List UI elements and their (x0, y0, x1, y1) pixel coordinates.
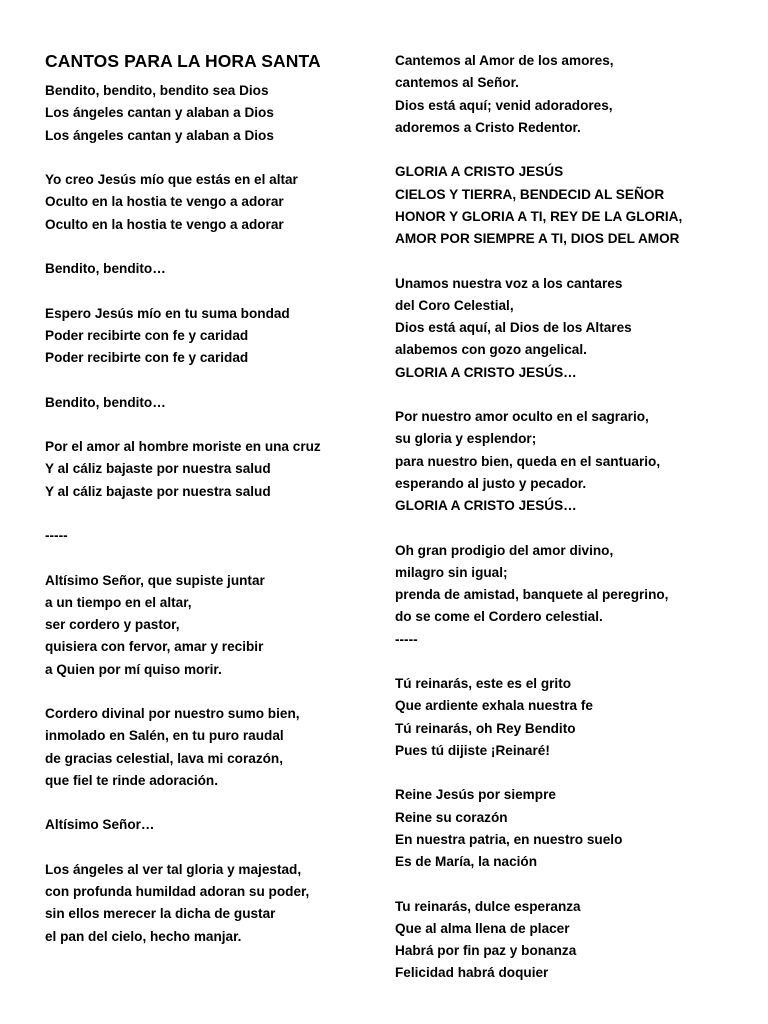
text-line: Oh gran prodigio del amor divino, (395, 542, 614, 558)
text-line: para nuestro bien, queda en el santuario, (395, 453, 661, 469)
text-line: ser cordero y pastor, (45, 617, 180, 632)
text-line: Unamos nuestra voz a los cantares (395, 275, 623, 291)
blank-line (45, 547, 375, 569)
text-line: Cantemos al Amor de los amores, (395, 53, 614, 68)
text-line: cantemos al Señor. (395, 75, 519, 91)
text-line: ----- (395, 631, 418, 647)
text-line: quisiera con fervor, amar y recibir (45, 639, 264, 655)
text-line: Que al alma llena de placer (395, 920, 570, 936)
blank-line (395, 873, 755, 895)
text-line: Espero Jesús mío en tu suma bondad (45, 305, 290, 321)
text-line: adoremos a Cristo Redentor. (395, 119, 581, 135)
text-line: Y al cáliz bajaste por nuestra salud (45, 461, 271, 477)
text-line: En nuestra patria, en nuestro suelo (395, 831, 623, 847)
text-line: AMOR POR SIEMPRE A TI, DIOS DEL AMOR (395, 231, 680, 246)
blank-line (45, 837, 375, 859)
text-line: Yo creo Jesús mío que estás en el altar (45, 172, 298, 187)
text-line: do se come el Cordero celestial. (395, 609, 603, 625)
text-line: Habrá por fin paz y bonanza (395, 943, 577, 958)
text-line: Poder recibirte con fe y caridad (45, 327, 249, 343)
blank-line (45, 414, 375, 436)
blank-line (45, 236, 375, 258)
blank-line (45, 792, 375, 814)
text-line: Altísimo Señor… (45, 817, 155, 833)
blank-line (45, 503, 375, 525)
text-line: Tú reinarás, oh Rey Bendito (395, 720, 576, 736)
blank-line (395, 762, 755, 784)
left-column (45, 50, 375, 948)
text-line: Poder recibirte con fe y caridad (45, 350, 249, 365)
text-line: GLORIA A CRISTO JESÚS (395, 164, 564, 180)
text-line: Felicidad habrá doquier (395, 965, 549, 981)
blank-line (395, 517, 755, 539)
text-line: Bendito, bendito… (45, 394, 166, 410)
text-line: alabemos con gozo angelical. (395, 342, 587, 358)
text-line: Oculto en la hostia te vengo a adorar (45, 216, 284, 232)
text-line: ----- (45, 528, 68, 543)
right-column-lines (395, 50, 755, 985)
text-line: Bendito, bendito… (45, 261, 166, 276)
blank-line (395, 384, 755, 406)
text-line: Que ardiente exhala nuestra fe (395, 698, 593, 714)
text-line: Dios está aquí; venid adoradores, (395, 97, 613, 113)
blank-line (395, 139, 755, 161)
blank-line (45, 147, 375, 169)
text-line: Oculto en la hostia te vengo a adorar (45, 194, 284, 210)
text-line: su gloria y esplendor; (395, 431, 537, 447)
text-line: Pues tú dijiste ¡Reinaré! (395, 742, 550, 758)
text-line: Y al cáliz bajaste por nuestra salud (45, 483, 271, 499)
text-line: Es de María, la nación (395, 854, 538, 869)
text-line: GLORIA A CRISTO JESÚS… (395, 364, 577, 380)
text-line: Tú reinarás, este es el grito (395, 676, 572, 691)
text-line: inmolado en Salén, en tu puro raudal (45, 728, 284, 744)
blank-line (45, 280, 375, 302)
text-line: Cordero divinal por nuestro sumo bien, (45, 706, 300, 721)
text-line: el pan del cielo, hecho manjar. (45, 928, 242, 944)
blank-line (395, 250, 755, 272)
text-line: Por nuestro amor oculto en el sagrario, (395, 409, 649, 424)
text-line: Los ángeles al ver tal gloria y majestad, (45, 861, 302, 877)
blank-line (395, 651, 755, 673)
text-line: CIELOS Y TIERRA, BENDECID AL SEÑOR (395, 186, 665, 202)
text-line: Reine Jesús por siempre (395, 787, 556, 803)
text-line: del Coro Celestial, (395, 297, 514, 313)
text-line: a un tiempo en el altar, (45, 594, 192, 610)
left-column-lines (45, 80, 375, 948)
text-line: Bendito, bendito, bendito sea Dios (45, 83, 269, 98)
right-column (395, 50, 755, 985)
text-line: Reine su corazón (395, 809, 508, 825)
text-line: Altísimo Señor, que supiste juntar (45, 572, 265, 588)
text-line: a Quien por mí quiso morir. (45, 661, 222, 677)
text-line: de gracias celestial, lava mi corazón, (45, 750, 284, 766)
text-line: Los ángeles cantan y alaban a Dios (45, 105, 274, 121)
text-line: milagro sin igual; (395, 564, 508, 580)
text-line: con profunda humildad adoran su poder, (45, 884, 310, 899)
text-line: sin ellos merecer la dicha de gustar (45, 906, 276, 922)
text-line: prenda de amistad, banquete al peregrino, (395, 587, 669, 602)
text-line: Dios está aquí, al Dios de los Altares (395, 320, 632, 335)
text-line: esperando al justo y pecador. (395, 475, 587, 491)
blank-line (45, 681, 375, 703)
text-line: GLORIA A CRISTO JESÚS… (395, 498, 577, 513)
document-title: CANTOS PARA LA HORA SANTA (45, 51, 321, 71)
text-line: Los ángeles cantan y alaban a Dios (45, 127, 274, 143)
text-line: que fiel te rinde adoración. (45, 772, 218, 788)
blank-line (45, 369, 375, 391)
text-line: Por el amor al hombre moriste en una cruz (45, 439, 321, 454)
text-line: HONOR Y GLORIA A TI, REY DE LA GLORIA, (395, 208, 683, 224)
text-line: Tu reinarás, dulce esperanza (395, 898, 581, 914)
